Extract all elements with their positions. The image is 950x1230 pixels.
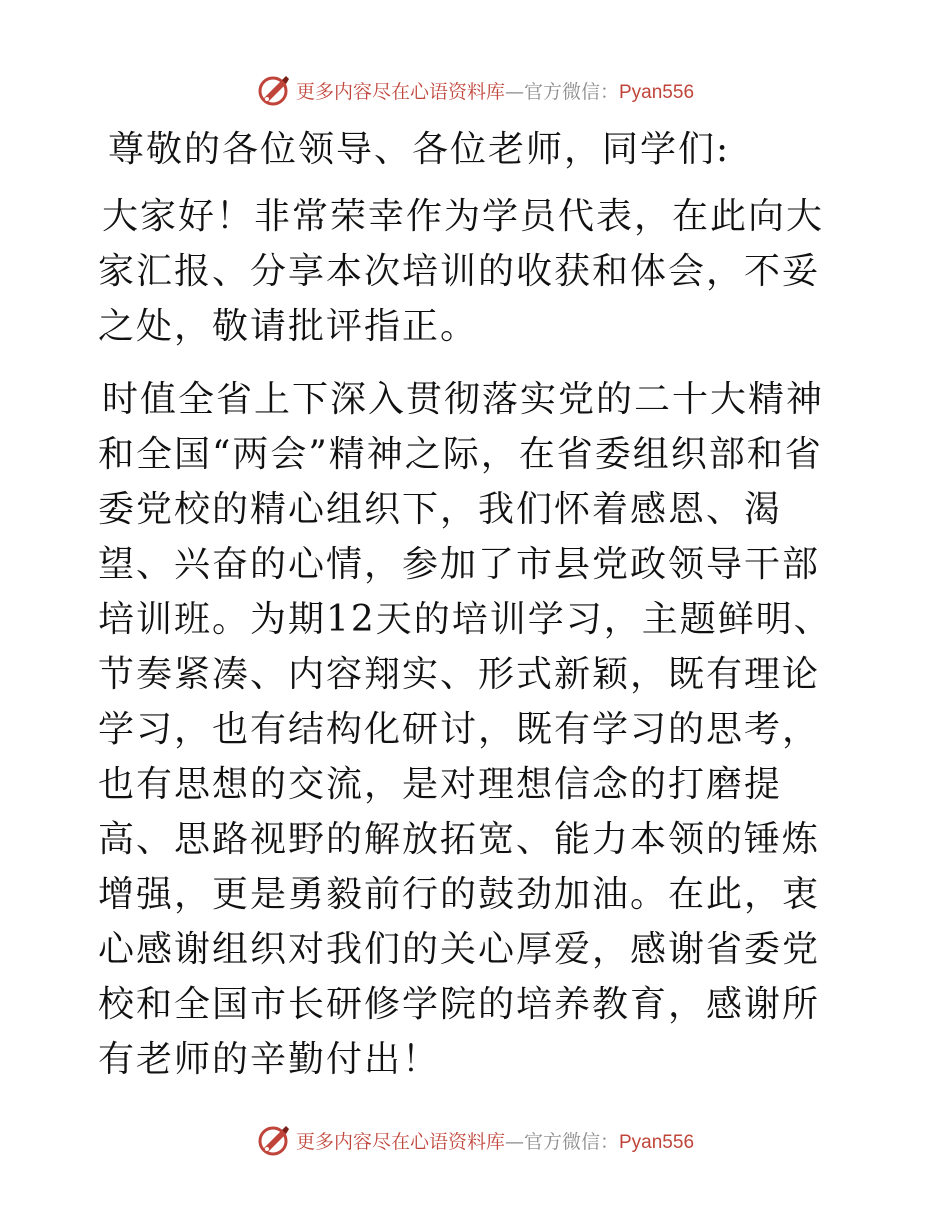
banner-caption [296,77,694,104]
paragraph-2-text: 时值全省上下深入贯彻落实党的二十大精神和全国“两会”精神之际，在省委组织部和省委党校的精心组织下，我们怀着感恩、渴望、兴奋的心情，参加了市县党政领导干部培训班。为期12天的培训学习，主题鲜明、节奏紧凑、内容翔实、形式新颖，既有理论学习，也有结构化研讨，既有学习的思考，也有思想的交流，是对理想信念的打磨提高、思路视野的解放拓宽、能力本领的锤炼增强，更是勇毅前行的鼓劲加油。在此，衷心感谢组织对我们的关心厚爱，感谢省委党校和全国市长研修学院的培养教育，感谢所有老师的辛勤付出！ [98,379,832,1080]
banner-dash: — [504,80,524,103]
banner-main-text: 更多内容尽在心语资料库 [295,1130,505,1153]
pen-logo-icon [256,72,292,108]
banner-wechat-handle: Pyan556 [619,81,695,103]
paragraph-2 [98,372,850,1087]
banner-dash: — [504,1130,524,1153]
banner-wechat-label: 官方微信： [523,80,619,103]
header-watermark-banner [0,70,950,110]
footer-watermark-banner [0,1120,950,1160]
document-body [98,122,850,1087]
banner-main-text: 更多内容尽在心语资料库 [295,80,505,103]
banner-wechat-label: 官方微信： [523,1130,619,1153]
banner-caption [296,1127,694,1154]
paragraph-1-text: 大家好！非常荣幸作为学员代表，在此向大家汇报、分享本次培训的收获和体会，不妥之处，敬请批评指正。 [98,196,825,347]
pen-logo-icon [256,1122,292,1158]
banner-wechat-handle: Pyan556 [619,1131,695,1153]
greeting-line: 尊敬的各位领导、各位老师，同学们: [108,129,731,170]
paragraph-1 [98,189,850,354]
